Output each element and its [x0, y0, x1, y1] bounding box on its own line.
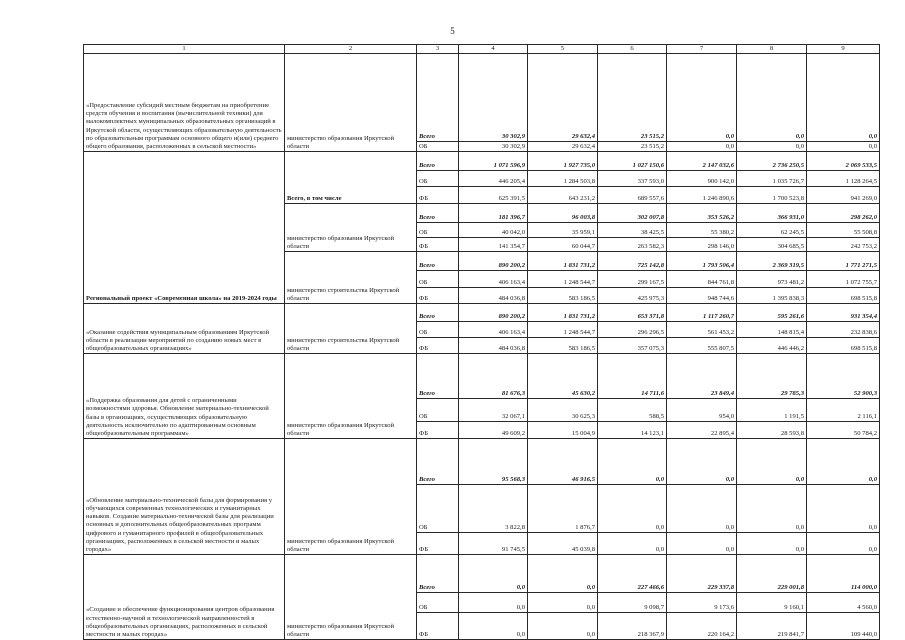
amount-cell: 55 508,8: [807, 223, 880, 238]
funding-source-cell: Всего: [417, 54, 459, 142]
amount-cell: 0,0: [459, 593, 528, 613]
executor-cell: Всего, в том числе: [285, 152, 417, 204]
amount-cell: 23 515,2: [598, 142, 667, 152]
amount-cell: 30 302,9: [459, 142, 528, 152]
amount-cell: 1 246 890,6: [667, 187, 737, 204]
amount-cell: 2 116,1: [807, 399, 880, 422]
funding-source-cell: Всего: [417, 354, 459, 399]
amount-cell: 900 142,0: [667, 171, 737, 187]
amount-cell: 55 380,2: [667, 223, 737, 238]
funding-source-cell: ОБ: [417, 142, 459, 152]
amount-cell: 29 632,4: [528, 54, 598, 142]
funding-source-cell: ОБ: [417, 223, 459, 238]
amount-cell: 446 446,2: [737, 338, 807, 354]
amount-cell: 0,0: [737, 485, 807, 533]
funding-source-cell: ОБ: [417, 399, 459, 422]
amount-cell: 0,0: [807, 533, 880, 555]
amount-cell: 0,0: [528, 593, 598, 613]
amount-cell: 353 526,2: [667, 204, 737, 223]
amount-cell: 0,0: [667, 533, 737, 555]
amount-cell: 1 035 726,7: [737, 171, 807, 187]
amount-cell: 46 916,5: [528, 439, 598, 485]
amount-cell: 2 369 319,5: [737, 252, 807, 271]
amount-cell: 232 838,6: [807, 322, 880, 338]
funding-source-cell: Всего: [417, 304, 459, 322]
amount-cell: 1 248 544,7: [528, 271, 598, 288]
table-row: [84, 304, 880, 322]
amount-cell: 9 098,7: [598, 593, 667, 613]
amount-cell: 1 927 735,0: [528, 152, 598, 171]
amount-cell: 2 736 250,5: [737, 152, 807, 171]
amount-cell: 1 793 506,4: [667, 252, 737, 271]
amount-cell: 0,0: [667, 439, 737, 485]
amount-cell: 653 371,8: [598, 304, 667, 322]
amount-cell: 91 745,5: [459, 533, 528, 555]
table-row: [84, 152, 880, 171]
amount-cell: 890 200,2: [459, 252, 528, 271]
amount-cell: 29 632,4: [528, 142, 598, 152]
amount-cell: 81 676,3: [459, 354, 528, 399]
amount-cell: 1 117 260,7: [667, 304, 737, 322]
executor-cell: министерство образования Иркутской области: [285, 54, 417, 152]
column-number: 9: [807, 45, 880, 54]
amount-cell: 954,0: [667, 399, 737, 422]
amount-cell: 38 425,5: [598, 223, 667, 238]
executor-cell: министерство строительства Иркутской области: [285, 252, 417, 304]
amount-cell: 299 167,5: [598, 271, 667, 288]
table-row: [84, 54, 880, 142]
column-number-row: [84, 45, 880, 54]
amount-cell: 0,0: [459, 555, 528, 593]
funding-source-cell: ОБ: [417, 593, 459, 613]
column-number: 4: [459, 45, 528, 54]
amount-cell: 725 142,8: [598, 252, 667, 271]
amount-cell: 1 071 596,9: [459, 152, 528, 171]
amount-cell: 14 123,1: [598, 422, 667, 439]
amount-cell: 45 039,8: [528, 533, 598, 555]
amount-cell: 95 568,3: [459, 439, 528, 485]
amount-cell: 218 367,9: [598, 613, 667, 640]
funding-source-cell: ФБ: [417, 187, 459, 204]
amount-cell: 0,0: [528, 613, 598, 640]
funding-source-cell: ФБ: [417, 422, 459, 439]
amount-cell: 366 931,0: [737, 204, 807, 223]
amount-cell: 15 004,9: [528, 422, 598, 439]
amount-cell: 2 069 533,5: [807, 152, 880, 171]
amount-cell: 561 453,2: [667, 322, 737, 338]
amount-cell: 3 822,8: [459, 485, 528, 533]
funding-source-cell: Всего: [417, 439, 459, 485]
amount-cell: 0,0: [598, 439, 667, 485]
amount-cell: 1 284 503,8: [528, 171, 598, 187]
amount-cell: 2 147 032,6: [667, 152, 737, 171]
amount-cell: 181 396,7: [459, 204, 528, 223]
amount-cell: 1 831 731,2: [528, 304, 598, 322]
amount-cell: 242 753,2: [807, 238, 880, 252]
amount-cell: 29 785,3: [737, 354, 807, 399]
column-number: 6: [598, 45, 667, 54]
amount-cell: 220 164,2: [667, 613, 737, 640]
amount-cell: 298 146,0: [667, 238, 737, 252]
amount-cell: 948 744,6: [667, 288, 737, 304]
executor-cell: министерство образования Иркутской области: [285, 204, 417, 252]
amount-cell: 1 700 523,8: [737, 187, 807, 204]
amount-cell: 30 302,9: [459, 54, 528, 142]
amount-cell: 0,0: [667, 54, 737, 142]
amount-cell: 9 173,6: [667, 593, 737, 613]
amount-cell: 9 160,1: [737, 593, 807, 613]
amount-cell: 298 262,0: [807, 204, 880, 223]
amount-cell: 0,0: [737, 142, 807, 152]
amount-cell: 141 354,7: [459, 238, 528, 252]
amount-cell: 50 784,2: [807, 422, 880, 439]
amount-cell: 844 761,8: [667, 271, 737, 288]
funding-source-cell: ОБ: [417, 485, 459, 533]
page-number: 5: [450, 26, 455, 36]
activity-name-cell: «Создание и обеспечение функционирования центров образования естественно-научной и технологической направленностей в общеобразовательных организациях, расположенных в сельской местности и малых городах»: [84, 555, 285, 640]
amount-cell: 45 630,2: [528, 354, 598, 399]
amount-cell: 941 269,0: [807, 187, 880, 204]
amount-cell: 52 900,3: [807, 354, 880, 399]
amount-cell: 1 128 264,5: [807, 171, 880, 187]
activity-name-cell: «Предоставление субсидий местным бюджетам на приобретение средств обучения и воспитания (вычислительной техники) для малокомплектных муниципальных образовательных организаций в Иркутской области, осуществляющих образовательную деятельность по образовательным программам основного общего и(или) среднего общего образования, расположенных в сельской местности»: [84, 54, 285, 152]
budget-table: [83, 44, 880, 640]
amount-cell: 484 036,8: [459, 288, 528, 304]
funding-source-cell: ФБ: [417, 533, 459, 555]
amount-cell: 0,0: [737, 439, 807, 485]
executor-cell: министерство образования Иркутской области: [285, 555, 417, 640]
funding-source-cell: ОБ: [417, 271, 459, 288]
column-number: 5: [528, 45, 598, 54]
amount-cell: 0,0: [807, 54, 880, 142]
executor-cell: министерство образования Иркутской области: [285, 354, 417, 439]
amount-cell: 229 337,8: [667, 555, 737, 593]
amount-cell: 32 067,1: [459, 399, 528, 422]
amount-cell: 227 466,6: [598, 555, 667, 593]
amount-cell: 30 625,3: [528, 399, 598, 422]
amount-cell: 263 582,3: [598, 238, 667, 252]
funding-source-cell: ОБ: [417, 322, 459, 338]
amount-cell: 337 593,0: [598, 171, 667, 187]
amount-cell: 698 515,8: [807, 338, 880, 354]
funding-source-cell: ФБ: [417, 288, 459, 304]
table-row: [84, 555, 880, 593]
amount-cell: 0,0: [598, 533, 667, 555]
column-number: 3: [417, 45, 459, 54]
amount-cell: 109 440,0: [807, 613, 880, 640]
amount-cell: 96 003,8: [528, 204, 598, 223]
amount-cell: 296 296,5: [598, 322, 667, 338]
funding-source-cell: ОБ: [417, 171, 459, 187]
amount-cell: 406 163,4: [459, 271, 528, 288]
amount-cell: 0,0: [807, 142, 880, 152]
activity-name-cell: «Обновление материально-технической базы для формирования у обучающихся современных технологических и гуманитарных навыков. Создание материально-технической базы для реализации основных и дополнительных общеобразовательных программ цифрового и гуманитарного профилей в общеобразовательных организациях, расположенных в сельской местности и малых городах»: [84, 439, 285, 555]
amount-cell: 1 191,5: [737, 399, 807, 422]
amount-cell: 229 001,8: [737, 555, 807, 593]
table-row: [84, 439, 880, 485]
amount-cell: 595 261,6: [737, 304, 807, 322]
amount-cell: 689 557,6: [598, 187, 667, 204]
amount-cell: 23 515,2: [598, 54, 667, 142]
funding-source-cell: ФБ: [417, 338, 459, 354]
amount-cell: 1 876,7: [528, 485, 598, 533]
amount-cell: 0,0: [598, 485, 667, 533]
column-number: 8: [737, 45, 807, 54]
amount-cell: 302 007,8: [598, 204, 667, 223]
amount-cell: 35 959,1: [528, 223, 598, 238]
amount-cell: 0,0: [737, 533, 807, 555]
executor-cell: министерство образования Иркутской области: [285, 439, 417, 555]
amount-cell: 446 205,4: [459, 171, 528, 187]
funding-source-cell: ФБ: [417, 613, 459, 640]
amount-cell: 49 609,2: [459, 422, 528, 439]
amount-cell: 0,0: [667, 142, 737, 152]
amount-cell: 625 391,5: [459, 187, 528, 204]
amount-cell: 28 593,8: [737, 422, 807, 439]
amount-cell: 1 248 544,7: [528, 322, 598, 338]
amount-cell: 304 685,5: [737, 238, 807, 252]
amount-cell: 219 841,7: [737, 613, 807, 640]
column-number: 7: [667, 45, 737, 54]
funding-source-cell: Всего: [417, 152, 459, 171]
amount-cell: 0,0: [528, 555, 598, 593]
amount-cell: 60 044,7: [528, 238, 598, 252]
funding-source-cell: ФБ: [417, 238, 459, 252]
amount-cell: 1 831 731,2: [528, 252, 598, 271]
amount-cell: 484 036,8: [459, 338, 528, 354]
amount-cell: 931 354,4: [807, 304, 880, 322]
activity-name-cell: «Поддержка образования для детей с ограниченными возможностями здоровья. Обновление материально-технической базы в организациях, осуществляющих образовательную деятельность исключительно по адаптированным основным общеобразовательным программам»: [84, 354, 285, 439]
amount-cell: 14 711,6: [598, 354, 667, 399]
amount-cell: 1 771 271,5: [807, 252, 880, 271]
column-number: 2: [285, 45, 417, 54]
amount-cell: 4 560,0: [807, 593, 880, 613]
amount-cell: 406 163,4: [459, 322, 528, 338]
table-row: [84, 354, 880, 399]
amount-cell: 698 515,8: [807, 288, 880, 304]
amount-cell: 22 895,4: [667, 422, 737, 439]
amount-cell: 890 200,2: [459, 304, 528, 322]
amount-cell: 1 027 150,6: [598, 152, 667, 171]
executor-cell: министерство строительства Иркутской области: [285, 304, 417, 354]
amount-cell: 62 245,5: [737, 223, 807, 238]
amount-cell: 0,0: [459, 613, 528, 640]
amount-cell: 1 072 755,7: [807, 271, 880, 288]
amount-cell: 425 975,3: [598, 288, 667, 304]
amount-cell: 114 000,0: [807, 555, 880, 593]
amount-cell: 583 186,5: [528, 338, 598, 354]
activity-name-cell: Региональный проект «Современная школа» на 2019-2024 годы: [84, 152, 285, 304]
amount-cell: 357 075,3: [598, 338, 667, 354]
amount-cell: 0,0: [807, 439, 880, 485]
amount-cell: 148 815,4: [737, 322, 807, 338]
amount-cell: 583 186,5: [528, 288, 598, 304]
amount-cell: 973 481,2: [737, 271, 807, 288]
column-number: 1: [84, 45, 285, 54]
amount-cell: 0,0: [667, 485, 737, 533]
amount-cell: 1 395 838,3: [737, 288, 807, 304]
amount-cell: 40 042,0: [459, 223, 528, 238]
amount-cell: 0,0: [737, 54, 807, 142]
amount-cell: 555 807,5: [667, 338, 737, 354]
table-body: [84, 45, 880, 640]
activity-name-cell: «Оказание содействия муниципальным образованиям Иркутской области в реализации мероприятий по созданию новых мест в общеобразовательных организациях»: [84, 304, 285, 354]
amount-cell: 0,0: [807, 485, 880, 533]
amount-cell: 643 231,2: [528, 187, 598, 204]
amount-cell: 588,5: [598, 399, 667, 422]
amount-cell: 23 849,4: [667, 354, 737, 399]
funding-source-cell: Всего: [417, 555, 459, 593]
funding-source-cell: Всего: [417, 204, 459, 223]
funding-source-cell: Всего: [417, 252, 459, 271]
